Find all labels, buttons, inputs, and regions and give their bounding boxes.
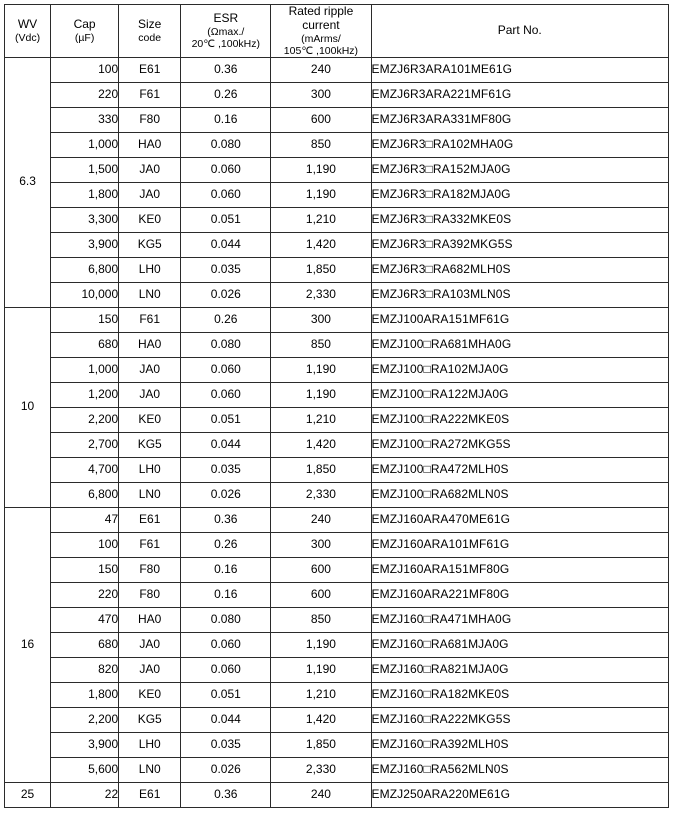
cell-size-code: KE0 [119, 407, 181, 432]
column-header-wv-title: WV [17, 16, 38, 31]
table-row [5, 582, 669, 607]
cell-rated-ripple-current: 1,420 [271, 432, 371, 457]
cell-part-no: EMZJ160□RA392MLH0S [371, 732, 669, 757]
cell-rated-ripple-current: 2,330 [271, 282, 371, 307]
cell-rated-ripple-current: 2,330 [271, 482, 371, 507]
cell-capacitance: 2,700 [51, 432, 119, 457]
cell-capacitance: 47 [51, 507, 119, 532]
cell-esr: 0.051 [181, 207, 271, 232]
cell-part-no: EMZJ160□RA562MLN0S [371, 757, 669, 782]
cell-capacitance: 10,000 [51, 282, 119, 307]
cell-part-no: EMZJ160□RA182MKE0S [371, 682, 669, 707]
column-header-size-sub: code [138, 31, 162, 44]
cell-capacitance: 1,500 [51, 157, 119, 182]
cell-capacitance: 5,600 [51, 757, 119, 782]
cell-capacitance: 150 [51, 557, 119, 582]
cell-part-no: EMZJ160□RA681MJA0G [371, 632, 669, 657]
cell-working-voltage: 10 [5, 307, 51, 507]
table-row [5, 432, 669, 457]
table-row [5, 332, 669, 357]
table-row [5, 482, 669, 507]
table-row [5, 657, 669, 682]
cell-esr: 0.026 [181, 282, 271, 307]
cell-size-code: KG5 [119, 232, 181, 257]
column-header-esr [181, 5, 271, 58]
table-row [5, 407, 669, 432]
cell-capacitance: 1,800 [51, 682, 119, 707]
cell-rated-ripple-current: 2,330 [271, 757, 371, 782]
cell-rated-ripple-current: 300 [271, 307, 371, 332]
header-row [5, 5, 669, 58]
cell-part-no: EMZJ160□RA222MKG5S [371, 707, 669, 732]
cell-esr: 0.035 [181, 257, 271, 282]
cell-rated-ripple-current: 850 [271, 332, 371, 357]
cell-rated-ripple-current: 240 [271, 507, 371, 532]
table-row [5, 532, 669, 557]
cell-rated-ripple-current: 240 [271, 57, 371, 82]
table-row [5, 707, 669, 732]
column-header-size-title: Size [138, 16, 162, 31]
cell-esr: 0.060 [181, 157, 271, 182]
cell-capacitance: 1,200 [51, 382, 119, 407]
cell-esr: 0.060 [181, 357, 271, 382]
table-row [5, 357, 669, 382]
column-header-size [119, 5, 181, 58]
cell-capacitance: 470 [51, 607, 119, 632]
cell-size-code: HA0 [119, 607, 181, 632]
cell-esr: 0.035 [181, 732, 271, 757]
cell-esr: 0.16 [181, 107, 271, 132]
cell-size-code: JA0 [119, 357, 181, 382]
cell-capacitance: 3,300 [51, 207, 119, 232]
cell-size-code: KE0 [119, 207, 181, 232]
cell-capacitance: 6,800 [51, 257, 119, 282]
cell-part-no: EMZJ100□RA682MLN0S [371, 482, 669, 507]
cell-esr: 0.060 [181, 632, 271, 657]
cell-rated-ripple-current: 1,210 [271, 207, 371, 232]
cell-part-no: EMZJ100□RA102MJA0G [371, 357, 669, 382]
cell-size-code: JA0 [119, 382, 181, 407]
cell-size-code: E61 [119, 782, 181, 807]
cell-working-voltage: 6.3 [5, 57, 51, 307]
cell-capacitance: 1,000 [51, 357, 119, 382]
cell-part-no: EMZJ160ARA151MF80G [371, 557, 669, 582]
cell-part-no: EMZJ6R3ARA331MF80G [371, 107, 669, 132]
table-row [5, 157, 669, 182]
table-row [5, 107, 669, 132]
table-row [5, 257, 669, 282]
cell-esr: 0.16 [181, 582, 271, 607]
table-row [5, 82, 669, 107]
table-row [5, 282, 669, 307]
cell-size-code: JA0 [119, 182, 181, 207]
table-row [5, 632, 669, 657]
column-header-esr-title: ESR [213, 10, 239, 25]
cell-rated-ripple-current: 1,190 [271, 657, 371, 682]
cell-esr: 0.26 [181, 532, 271, 557]
cell-working-voltage: 16 [5, 507, 51, 782]
cell-part-no: EMZJ100□RA272MKG5S [371, 432, 669, 457]
column-header-part-no [371, 5, 669, 58]
table-body [5, 57, 669, 807]
cell-part-no: EMZJ160□RA471MHA0G [371, 607, 669, 632]
cell-size-code: F61 [119, 82, 181, 107]
cell-capacitance: 22 [51, 782, 119, 807]
cell-rated-ripple-current: 1,210 [271, 407, 371, 432]
cell-capacitance: 220 [51, 582, 119, 607]
cell-capacitance: 1,000 [51, 132, 119, 157]
cell-esr: 0.051 [181, 682, 271, 707]
cell-size-code: LH0 [119, 257, 181, 282]
column-header-cap-unit: (µF) [74, 31, 95, 44]
table-header [5, 5, 669, 58]
cell-size-code: F61 [119, 532, 181, 557]
cell-capacitance: 4,700 [51, 457, 119, 482]
cell-part-no: EMZJ6R3□RA182MJA0G [371, 182, 669, 207]
cell-part-no: EMZJ100□RA222MKE0S [371, 407, 669, 432]
cell-size-code: F61 [119, 307, 181, 332]
cell-working-voltage: 25 [5, 782, 51, 807]
cell-size-code: JA0 [119, 657, 181, 682]
column-header-ripple-title2: current [302, 17, 340, 32]
column-header-ripple-sub1: (mArms/ [301, 32, 341, 45]
cell-size-code: LN0 [119, 482, 181, 507]
cell-esr: 0.026 [181, 482, 271, 507]
cell-esr: 0.36 [181, 507, 271, 532]
cell-rated-ripple-current: 300 [271, 82, 371, 107]
cell-rated-ripple-current: 600 [271, 557, 371, 582]
cell-capacitance: 1,800 [51, 182, 119, 207]
cell-rated-ripple-current: 1,850 [271, 257, 371, 282]
table-row [5, 57, 669, 82]
cell-esr: 0.060 [181, 382, 271, 407]
cell-rated-ripple-current: 1,190 [271, 182, 371, 207]
cell-size-code: LN0 [119, 757, 181, 782]
cell-part-no: EMZJ100ARA151MF61G [371, 307, 669, 332]
cell-capacitance: 100 [51, 532, 119, 557]
cell-esr: 0.051 [181, 407, 271, 432]
table-row [5, 507, 669, 532]
cell-rated-ripple-current: 300 [271, 532, 371, 557]
cell-rated-ripple-current: 240 [271, 782, 371, 807]
cell-esr: 0.060 [181, 657, 271, 682]
column-header-ripple [271, 5, 371, 58]
cell-part-no: EMZJ160ARA101MF61G [371, 532, 669, 557]
column-header-wv [5, 5, 51, 58]
cell-esr: 0.080 [181, 332, 271, 357]
cell-rated-ripple-current: 1,190 [271, 382, 371, 407]
cell-rated-ripple-current: 1,190 [271, 157, 371, 182]
cell-size-code: LH0 [119, 457, 181, 482]
cell-rated-ripple-current: 1,850 [271, 732, 371, 757]
column-header-part-no-title: Part No. [497, 22, 542, 37]
cell-esr: 0.060 [181, 182, 271, 207]
cell-esr: 0.36 [181, 57, 271, 82]
cell-part-no: EMZJ6R3□RA152MJA0G [371, 157, 669, 182]
cell-esr: 0.044 [181, 432, 271, 457]
cell-part-no: EMZJ100□RA122MJA0G [371, 382, 669, 407]
table-row [5, 382, 669, 407]
cell-rated-ripple-current: 1,850 [271, 457, 371, 482]
cell-capacitance: 2,200 [51, 707, 119, 732]
cell-size-code: KE0 [119, 682, 181, 707]
column-header-esr-sub1: (Ωmax./ [207, 25, 245, 38]
cell-capacitance: 220 [51, 82, 119, 107]
cell-part-no: EMZJ6R3ARA221MF61G [371, 82, 669, 107]
cell-size-code: LH0 [119, 732, 181, 757]
table-row [5, 132, 669, 157]
column-header-cap-title: Cap [73, 16, 96, 31]
cell-size-code: F80 [119, 557, 181, 582]
cell-esr: 0.26 [181, 307, 271, 332]
cell-part-no: EMZJ6R3□RA392MKG5S [371, 232, 669, 257]
cell-part-no: EMZJ250ARA220ME61G [371, 782, 669, 807]
cell-capacitance: 3,900 [51, 732, 119, 757]
table-row [5, 607, 669, 632]
cell-capacitance: 680 [51, 332, 119, 357]
cell-rated-ripple-current: 600 [271, 107, 371, 132]
capacitor-spec-table [4, 4, 669, 808]
column-header-cap [51, 5, 119, 58]
cell-part-no: EMZJ6R3ARA101ME61G [371, 57, 669, 82]
table-row [5, 182, 669, 207]
cell-part-no: EMZJ160□RA821MJA0G [371, 657, 669, 682]
cell-rated-ripple-current: 1,190 [271, 632, 371, 657]
column-header-ripple-title: Rated ripple [288, 4, 354, 18]
cell-size-code: JA0 [119, 632, 181, 657]
cell-rated-ripple-current: 1,420 [271, 232, 371, 257]
cell-esr: 0.044 [181, 232, 271, 257]
table-row [5, 207, 669, 232]
table-row [5, 457, 669, 482]
cell-capacitance: 820 [51, 657, 119, 682]
cell-rated-ripple-current: 850 [271, 607, 371, 632]
cell-part-no: EMZJ100□RA472MLH0S [371, 457, 669, 482]
table-row [5, 232, 669, 257]
cell-rated-ripple-current: 1,420 [271, 707, 371, 732]
cell-rated-ripple-current: 600 [271, 582, 371, 607]
table-row [5, 307, 669, 332]
cell-rated-ripple-current: 1,210 [271, 682, 371, 707]
cell-capacitance: 6,800 [51, 482, 119, 507]
cell-size-code: F80 [119, 582, 181, 607]
cell-esr: 0.026 [181, 757, 271, 782]
cell-size-code: HA0 [119, 332, 181, 357]
cell-size-code: KG5 [119, 707, 181, 732]
table-row [5, 682, 669, 707]
cell-esr: 0.36 [181, 782, 271, 807]
cell-size-code: LN0 [119, 282, 181, 307]
cell-size-code: JA0 [119, 157, 181, 182]
cell-capacitance: 3,900 [51, 232, 119, 257]
cell-part-no: EMZJ6R3□RA102MHA0G [371, 132, 669, 157]
cell-part-no: EMZJ6R3□RA682MLH0S [371, 257, 669, 282]
cell-size-code: E61 [119, 507, 181, 532]
cell-esr: 0.044 [181, 707, 271, 732]
cell-capacitance: 100 [51, 57, 119, 82]
cell-size-code: KG5 [119, 432, 181, 457]
cell-part-no: EMZJ160ARA221MF80G [371, 582, 669, 607]
table-row [5, 782, 669, 807]
cell-esr: 0.26 [181, 82, 271, 107]
cell-capacitance: 2,200 [51, 407, 119, 432]
column-header-ripple-sub2: 105℃ ,100kHz) [283, 44, 359, 57]
cell-capacitance: 680 [51, 632, 119, 657]
table-row [5, 732, 669, 757]
cell-capacitance: 330 [51, 107, 119, 132]
cell-size-code: F80 [119, 107, 181, 132]
cell-part-no: EMZJ160ARA470ME61G [371, 507, 669, 532]
cell-capacitance: 150 [51, 307, 119, 332]
cell-size-code: HA0 [119, 132, 181, 157]
column-header-wv-unit: (Vdc) [14, 31, 41, 44]
cell-esr: 0.080 [181, 607, 271, 632]
cell-size-code: E61 [119, 57, 181, 82]
table-row [5, 757, 669, 782]
cell-part-no: EMZJ6R3□RA103MLN0S [371, 282, 669, 307]
column-header-esr-sub2: 20℃ ,100kHz) [191, 37, 260, 50]
cell-rated-ripple-current: 850 [271, 132, 371, 157]
cell-esr: 0.035 [181, 457, 271, 482]
cell-part-no: EMZJ100□RA681MHA0G [371, 332, 669, 357]
cell-esr: 0.080 [181, 132, 271, 157]
table-row [5, 557, 669, 582]
cell-rated-ripple-current: 1,190 [271, 357, 371, 382]
cell-esr: 0.16 [181, 557, 271, 582]
cell-part-no: EMZJ6R3□RA332MKE0S [371, 207, 669, 232]
